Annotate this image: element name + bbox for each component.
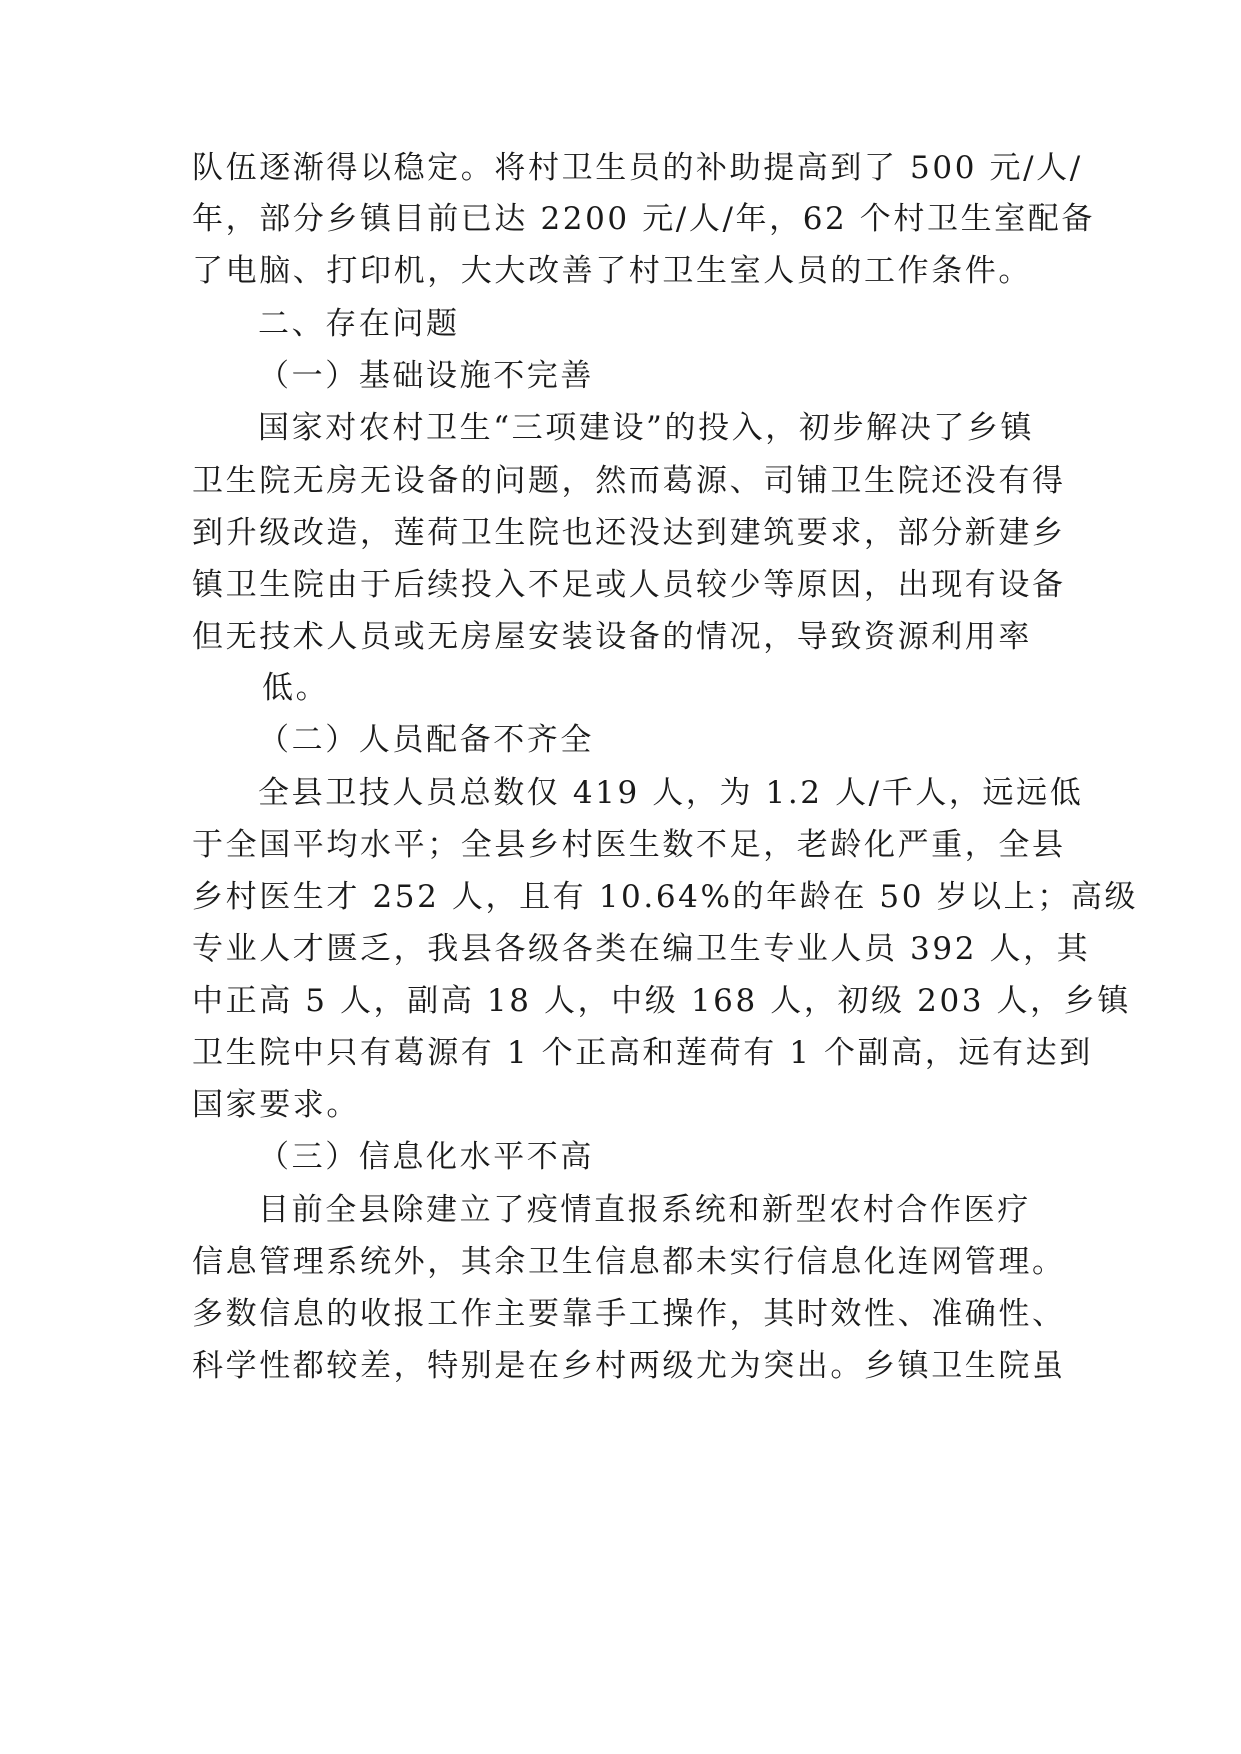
- paragraph-line: 卫生院中只有葛源有 1 个正高和莲荷有 1 个副高，远有达到: [192, 1035, 1093, 1071]
- paragraph-line: 多数信息的收报工作主要靠手工操作，其时效性、准确性、: [192, 1296, 1066, 1332]
- paragraph-line: 中正高 5 人，副高 18 人，中级 168 人，初级 203 人，乡镇: [192, 983, 1131, 1019]
- paragraph-line: 队伍逐渐得以稳定。将村卫生员的补助提高到了 500 元/人/: [192, 150, 1083, 186]
- paragraph-line: 但无技术人员或无房屋安装设备的情况，导致资源利用率: [192, 619, 1032, 655]
- paragraph-line: 科学性都较差，特别是在乡村两级尤为突出。乡镇卫生院虽: [192, 1348, 1066, 1384]
- paragraph-line: 乡村医生才 252 人，且有 10.64%的年龄在 50 岁以上；高级: [192, 879, 1139, 915]
- paragraph-line: 低。: [262, 670, 330, 706]
- paragraph-line: 到升级改造，莲荷卫生院也还没达到建筑要求，部分新建乡: [192, 515, 1066, 551]
- subsection-heading: （三）信息化水平不高: [258, 1139, 594, 1175]
- section-heading: 二、存在问题: [258, 306, 460, 342]
- paragraph-line: 专业人才匮乏，我县各级各类在编卫生专业人员 392 人，其: [192, 931, 1091, 967]
- paragraph-line: 全县卫技人员总数仅 419 人，为 1.2 人/千人，远远低: [258, 775, 1084, 811]
- paragraph-line: 了电脑、打印机，大大改善了村卫生室人员的工作条件。: [192, 253, 1032, 289]
- paragraph-line: 国家要求。: [192, 1087, 360, 1123]
- paragraph-line: 于全国平均水平；全县乡村医生数不足，老龄化严重，全县: [192, 827, 1066, 863]
- paragraph-line: 国家对农村卫生“三项建设”的投入，初步解决了乡镇: [258, 410, 1035, 446]
- paragraph-line: 信息管理系统外，其余卫生信息都未实行信息化连网管理。: [192, 1244, 1066, 1280]
- paragraph-line: 镇卫生院由于后续投入不足或人员较少等原因，出现有设备: [192, 567, 1066, 603]
- paragraph-line: 年，部分乡镇目前已达 2200 元/人/年，62 个村卫生室配备: [192, 201, 1095, 237]
- subsection-heading: （一）基础设施不完善: [258, 358, 594, 394]
- paragraph-line: 目前全县除建立了疫情直报系统和新型农村合作医疗: [258, 1192, 1031, 1228]
- subsection-heading: （二）人员配备不齐全: [258, 722, 594, 758]
- paragraph-line: 卫生院无房无设备的问题，然而葛源、司铺卫生院还没有得: [192, 463, 1066, 499]
